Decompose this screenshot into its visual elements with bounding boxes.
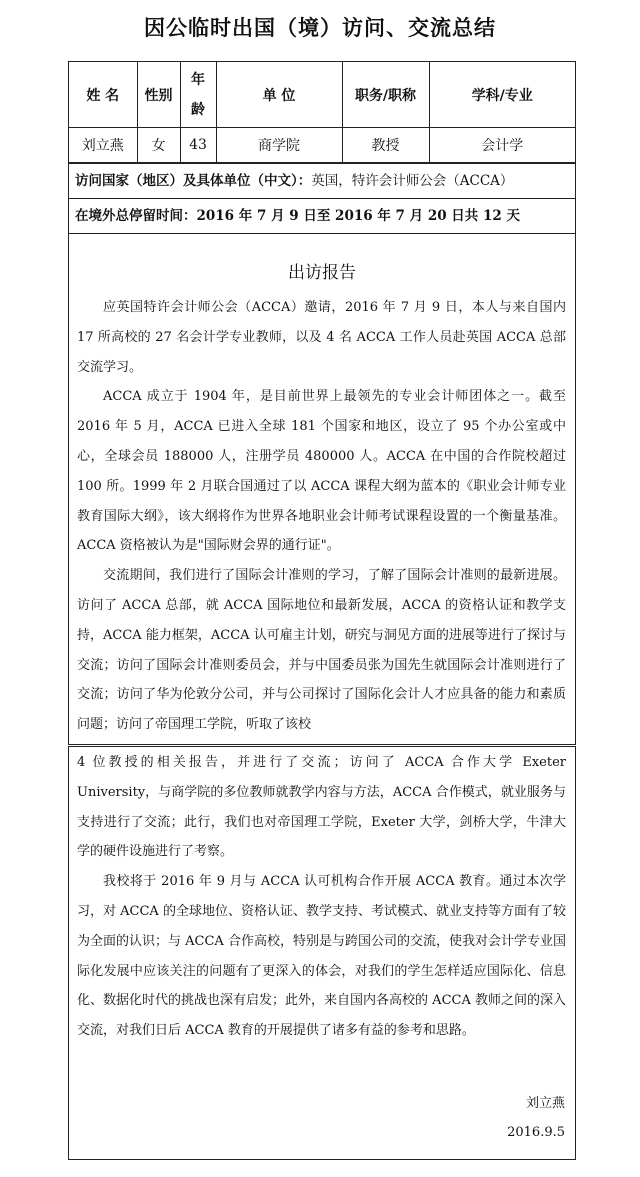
value-unit: 商学院 (216, 128, 342, 163)
report-paragraph-4: 我校将于 2016 年 9 月与 ACCA 认可机构合作开展 ACCA 教育。通过本次学习，对 ACCA 的全球地位、资格认证、教学支持、考试模式、就业支持等方面有了较为全面的认识；与 ACCA 合作高校，特别是与跨国公司的交流，使我对会计学专业国际化发展中应该关注的问题有了更深入的体会，对我们的学生怎样适应国际化、信息化、数据化时代的挑战也深有启发；此外，来自国内各高校的 ACCA 教师之间的深入交流，对我们日后 ACCA 教育的开展提供了诸多有益的参考和思路。 (77, 874, 566, 1039)
report-paragraph-3-continued: 4 位教授的相关报告，并进行了交流；访问了 ACCA 合作大学 Exeter University，与商学院的多位教师就教学内容与方法，ACCA 合作模式，就业服务与支持进行了交流；此行，我们也对帝国理工学院，Exeter 大学，剑桥大学，牛津大学的硬件设施进行了考察。 (77, 755, 566, 860)
value-name: 刘立燕 (69, 128, 137, 163)
visit-destination-row (69, 163, 575, 198)
report-paragraph-3: 交流期间，我们进行了国际会计准则的学习，了解了国际会计准则的最新进展。访问了 ACCA 总部，就 ACCA 国际地位和最新发展，ACCA 的资格认证和教学支持，ACCA 能力框架，ACCA 认可雇主计划，研究与洞见方面的进展等进行了探讨与交流；访问了国际会计准则委员会，并与中国委员张为国先生就国际会计准则进行了交流；访问了华为伦敦分公司，并与公司探讨了国际化会计人才应具备的能力和素质问题；访问了帝国理工学院，听取了该校 (77, 568, 566, 733)
signature-date: 2016.9.5 (507, 1125, 565, 1140)
visit-destination-label: 访问国家（地区）及具体单位（中文）： (75, 173, 312, 189)
value-discipline: 会计学 (429, 128, 575, 163)
value-age: 43 (180, 128, 216, 163)
info-value-row (69, 128, 575, 163)
header-age (180, 62, 216, 128)
report-paragraph-2: ACCA 成立于 1904 年，是目前世界上最领先的专业会计师团体之一。截至 2016 年 5 月，ACCA 已进入全球 181 个国家和地区，设立了 95 个办公室或中心，全球会员 188000 人，注册学员 480000 人。ACCA 在中国的合作院校超过 100 所。1999 年 2 月联合国通过了以 ACCA 课程大纲为蓝本的《职业会计师专业教育国际大纲》，该大纲将作为世界各地职业会计师考试课程设置的一个衡量基准。ACCA 资格被认为是"国际财会界的通行证"。 (77, 389, 566, 554)
info-header-row (69, 62, 575, 128)
header-unit: 单 位 (216, 62, 342, 128)
personal-info-table (69, 62, 575, 163)
document-title: 因公临时出国（境）访问、交流总结 (144, 15, 496, 40)
signature-name: 刘立燕 (525, 1096, 565, 1111)
header-name: 姓 名 (69, 62, 137, 128)
header-gender: 性别 (137, 62, 180, 128)
report-body-part-2 (69, 747, 575, 1046)
report-heading: 出访报告 (288, 263, 356, 283)
stay-duration-row: 在境外总停留时间：2016 年 7 月 9 日至 2016 年 7 月 20 日共 12 天 (69, 198, 575, 233)
report-paragraph-1: 应英国特许会计师公会（ACCA）邀请，2016 年 7 月 9 日，本人与来自国内 17 所高校的 27 名会计学专业教师，以及 4 名 ACCA 工作人员赴英国 ACCA 总部交流学习。 (77, 300, 566, 375)
header-discipline: 学科/专业 (429, 62, 575, 128)
header-title: 职务/职称 (342, 62, 429, 128)
value-gender: 女 (137, 128, 180, 163)
value-title: 教授 (342, 128, 429, 163)
report-body-part-1 (69, 293, 575, 757)
visit-destination-value: 英国，特许会计师公会（ACCA） (311, 173, 514, 189)
report-section (69, 233, 575, 757)
header-age-label: 年 龄 (191, 71, 205, 118)
summary-form-page-1 (68, 61, 576, 745)
summary-form-page-2 (68, 746, 576, 1160)
